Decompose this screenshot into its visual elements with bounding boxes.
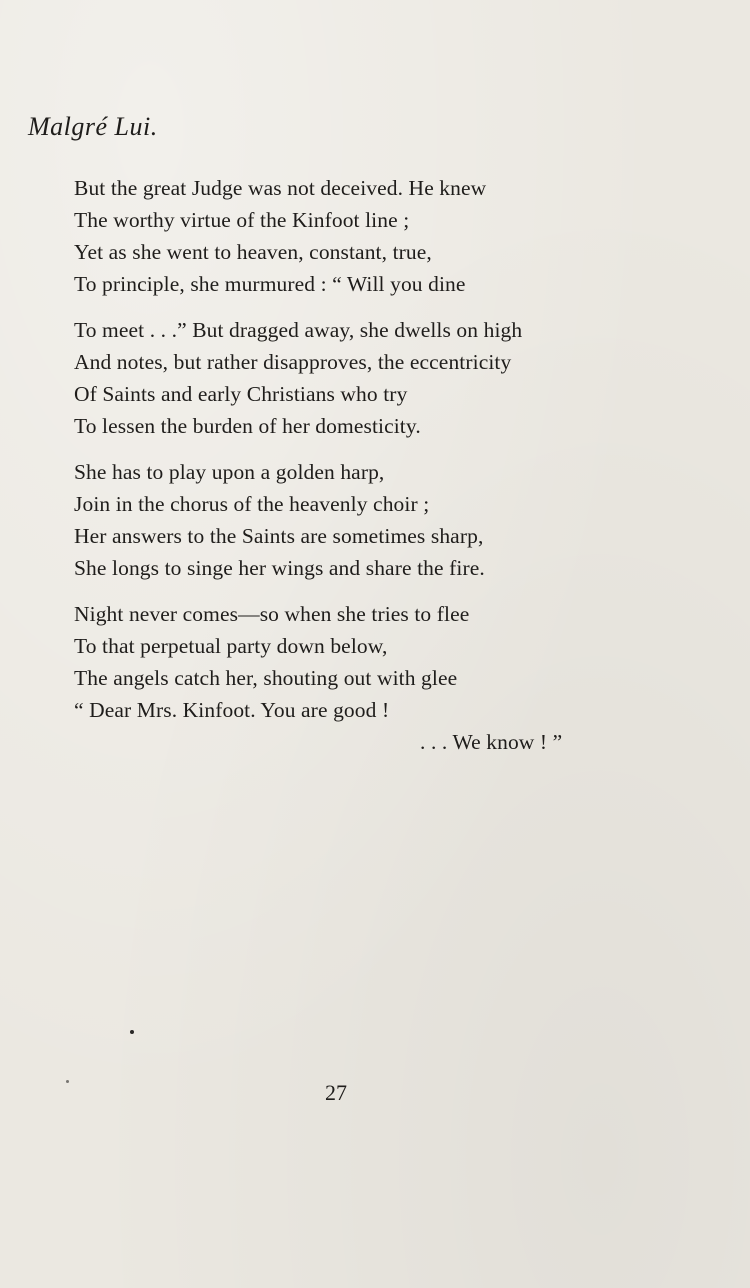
poem-line: “ Dear Mrs. Kinfoot. You are good ! [74,698,390,722]
running-head: Malgré Lui. [28,112,158,141]
poem-line: The angels catch her, shouting out with glee [74,666,458,690]
poem-line: To that perpetual party down below, [74,634,388,658]
poem-line: . . . We know ! ” [420,730,563,754]
poem-line: Night never comes—so when she tries to flee [74,602,470,626]
poem-line: She has to play upon a golden harp, [74,460,385,484]
poem-line: To lessen the burden of her domesticity. [74,414,421,438]
poem-line: Join in the chorus of the heavenly choir ; [74,492,430,516]
stanza-4 [74,598,694,758]
poem-line: And notes, but rather disapproves, the eccentricity [74,350,512,374]
poem-line: To principle, she murmured : “ Will you dine [74,272,466,296]
stanza-3 [74,456,694,584]
poem-line: The worthy virtue of the Kinfoot line ; [74,208,410,232]
poem-line: Her answers to the Saints are sometimes sharp, [74,524,484,548]
poem-line: Yet as she went to heaven, constant, true, [74,240,432,264]
stanza-2 [74,314,694,442]
poem-line: She longs to singe her wings and share the fire. [74,556,485,580]
ink-speck [130,1030,134,1034]
poem-line: Of Saints and early Christians who try [74,382,408,406]
poem-line: To meet . . .” But dragged away, she dwells on high [74,318,523,342]
page-number: 27 [325,1080,347,1105]
poem-line: But the great Judge was not deceived. He knew [74,176,487,200]
poem [74,172,694,772]
stanza-1 [74,172,694,300]
